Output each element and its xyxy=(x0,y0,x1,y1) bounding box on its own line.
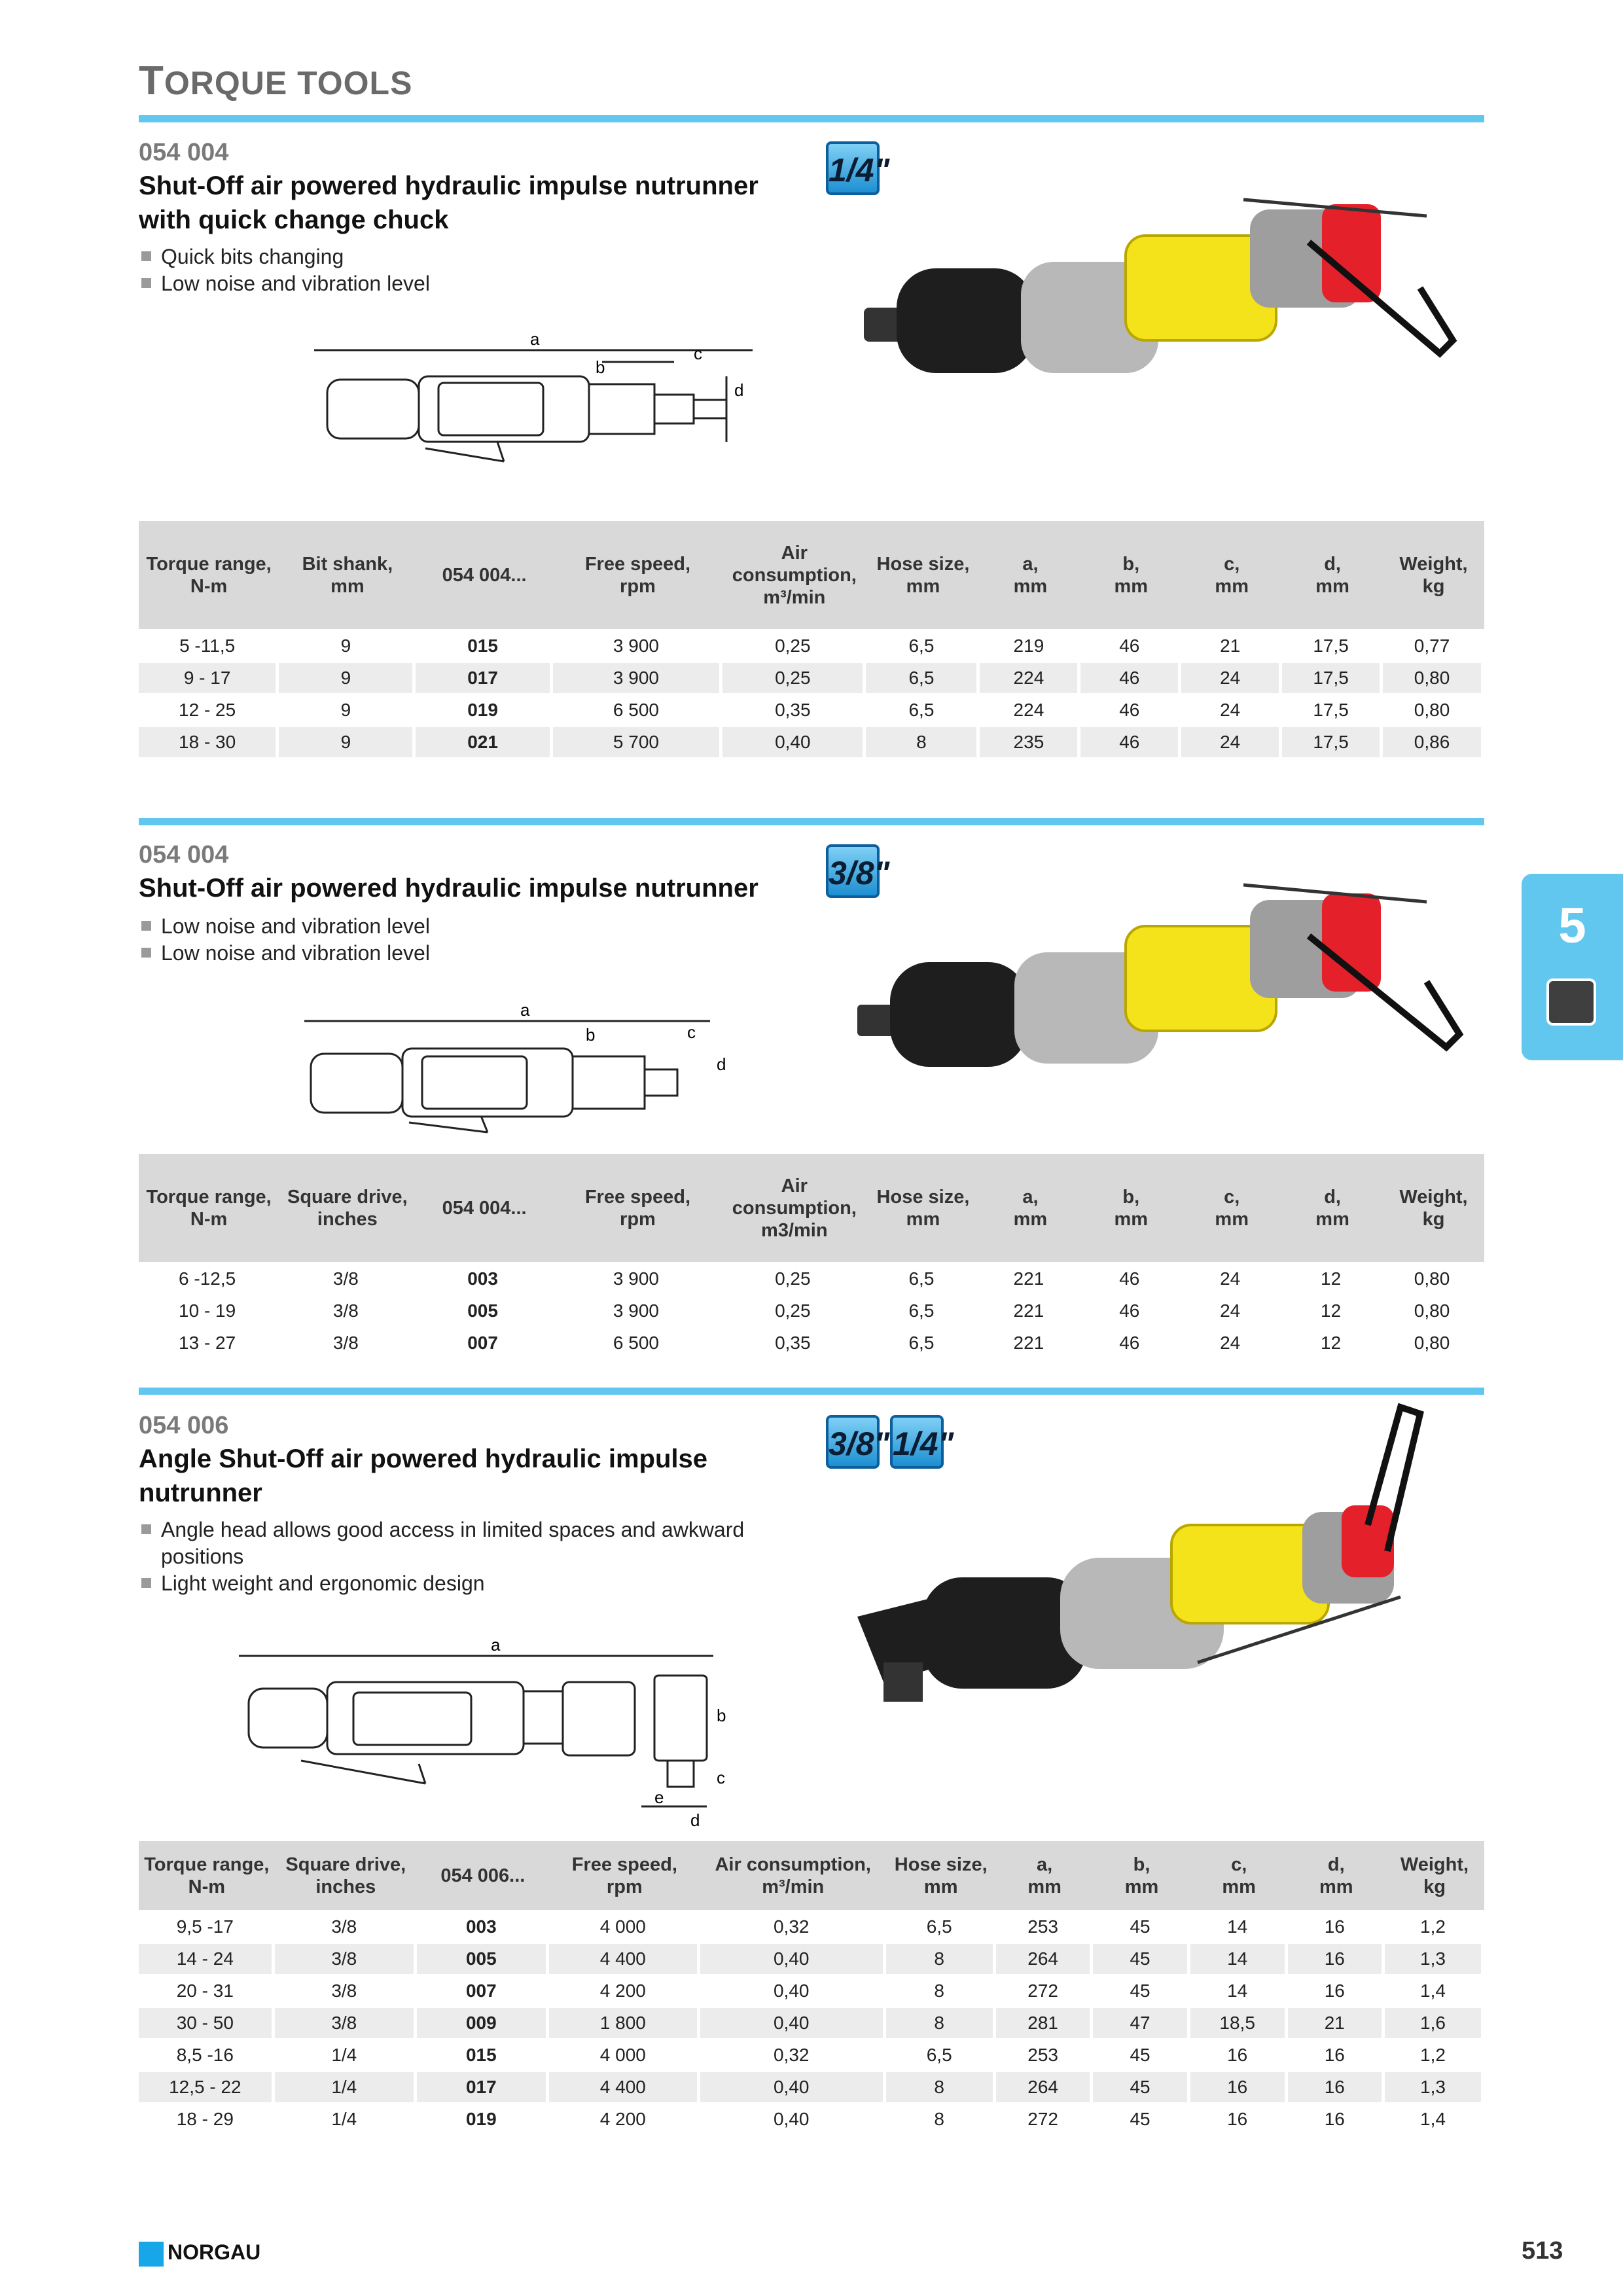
section-rule xyxy=(139,1388,1484,1395)
table-row: 10 - 19 3/8 005 3 900 0,25 6,5 221 46 24 12 0,80 xyxy=(139,1296,1484,1326)
col-header: c, mm xyxy=(1190,1841,1288,1910)
dim-label-b: b xyxy=(717,1706,726,1725)
spec-table xyxy=(139,1839,1484,2136)
col-header: Square drive, inches xyxy=(275,1841,417,1910)
col-header: c, mm xyxy=(1181,1154,1282,1262)
chapter-tab[interactable] xyxy=(1522,874,1623,1060)
col-header: Air consumption, m³/min xyxy=(700,1841,886,1910)
dim-label-c: c xyxy=(694,344,702,363)
col-header: Free speed, rpm xyxy=(553,1154,723,1262)
dimension-drawing xyxy=(236,1636,759,1833)
col-header: c, mm xyxy=(1181,521,1282,629)
feature-item: Low noise and vibration level xyxy=(139,270,826,297)
nutrunner-photo xyxy=(851,190,1492,399)
product-code: 054 006 xyxy=(139,1412,229,1439)
table-row: 18 - 30 9 021 5 700 0,40 8 235 46 24 17,5 0,86 xyxy=(139,727,1484,757)
col-header: 054 004... xyxy=(416,521,552,629)
col-header: a, mm xyxy=(980,1154,1080,1262)
col-header: Free speed, rpm xyxy=(553,521,723,629)
col-header: Weight, kg xyxy=(1383,521,1484,629)
page-title: TORQUE TOOLS xyxy=(139,58,413,103)
col-header: b, mm xyxy=(1080,1154,1181,1262)
brand-logo: NORGAU xyxy=(139,2240,260,2267)
feature-list xyxy=(139,243,826,297)
dim-label-b: b xyxy=(586,1025,596,1045)
dimension-drawing xyxy=(308,331,759,468)
col-header: Bit shank, mm xyxy=(279,521,416,629)
col-header: 054 004... xyxy=(416,1154,552,1262)
page-number: 513 xyxy=(1522,2237,1563,2265)
product-title: Shut-Off air powered hydraulic impulse nutrunner with quick change chuck xyxy=(139,171,758,234)
table-row: 18 - 29 1/4 019 4 200 0,40 8 272 45 16 16 1,4 xyxy=(139,2104,1484,2134)
col-header: b, mm xyxy=(1080,521,1181,629)
col-header: Torque range, N-m xyxy=(139,521,279,629)
col-header: d, mm xyxy=(1282,1154,1383,1262)
table-row: 14 - 24 3/8 005 4 400 0,40 8 264 45 14 16 1,3 xyxy=(139,1944,1484,1974)
col-header: Torque range, N-m xyxy=(139,1154,279,1262)
feature-item: Light weight and ergonomic design xyxy=(139,1570,826,1597)
feature-list xyxy=(139,1516,826,1597)
table-row: 5 -11,5 9 015 3 900 0,25 6,5 219 46 21 17,5 0,77 xyxy=(139,631,1484,661)
table-row: 6 -12,5 3/8 003 3 900 0,25 6,5 221 46 24 12 0,80 xyxy=(139,1264,1484,1294)
feature-list xyxy=(139,913,826,967)
dim-label-a: a xyxy=(530,329,540,349)
col-header: a, mm xyxy=(996,1841,1093,1910)
col-header: Air consumption, m³/min xyxy=(722,521,866,629)
chapter-number: 5 xyxy=(1558,898,1586,954)
feature-item: Low noise and vibration level xyxy=(139,940,826,967)
product-code: 054 004 xyxy=(139,841,229,869)
col-header: Square drive, inches xyxy=(279,1154,416,1262)
angle-nutrunner-photo xyxy=(844,1401,1486,1767)
torque-tool-icon xyxy=(1546,978,1596,1026)
table-row: 12,5 - 22 1/4 017 4 400 0,40 8 264 45 16 16 1,3 xyxy=(139,2072,1484,2102)
table-row: 9,5 -17 3/8 003 4 000 0,32 6,5 253 45 14 16 1,2 xyxy=(139,1912,1484,1942)
col-header: Free speed, rpm xyxy=(549,1841,700,1910)
drive-size-badge: 3/8" xyxy=(826,1415,880,1469)
section-rule xyxy=(139,818,1484,825)
dim-label-a: a xyxy=(491,1635,501,1655)
col-header: Hose size, mm xyxy=(866,1154,980,1262)
table-row: 8,5 -16 1/4 015 4 000 0,32 6,5 253 45 16 16 1,2 xyxy=(139,2040,1484,2070)
col-header: b, mm xyxy=(1093,1841,1190,1910)
col-header: Air consumption, m3/min xyxy=(722,1154,866,1262)
dim-label-c: c xyxy=(687,1022,696,1042)
col-header: d, mm xyxy=(1282,521,1383,629)
table-row: 13 - 27 3/8 007 6 500 0,35 6,5 221 46 24 12 0,80 xyxy=(139,1328,1484,1358)
drive-size-badge: 3/8" xyxy=(826,844,880,898)
dim-label-a: a xyxy=(520,1000,530,1020)
col-header: Weight, kg xyxy=(1385,1841,1484,1910)
drive-size-badge: 1/4" xyxy=(890,1415,944,1469)
feature-item: Low noise and vibration level xyxy=(139,913,826,940)
col-header: Torque range, N-m xyxy=(139,1841,275,1910)
feature-item: Angle head allows good access in limited spaces and awkward positions xyxy=(139,1516,826,1570)
header-rule xyxy=(139,115,1484,122)
brand-square-icon xyxy=(139,2242,164,2267)
dim-label-d: d xyxy=(717,1054,726,1074)
drive-size-badge: 1/4" xyxy=(826,141,880,195)
product-title: Angle Shut-Off air powered hydraulic impulse nutrunner xyxy=(139,1444,708,1507)
spec-table xyxy=(139,1152,1484,1360)
dim-label-e: e xyxy=(654,1787,664,1807)
product-code: 054 004 xyxy=(139,139,229,166)
dim-label-d: d xyxy=(690,1810,700,1830)
table-row: 9 - 17 9 017 3 900 0,25 6,5 224 46 24 17,5 0,80 xyxy=(139,663,1484,693)
feature-item: Quick bits changing xyxy=(139,243,826,270)
col-header: a, mm xyxy=(980,521,1080,629)
nutrunner-photo xyxy=(851,877,1492,1086)
col-header: Weight, kg xyxy=(1383,1154,1484,1262)
col-header: d, mm xyxy=(1288,1841,1385,1910)
dim-label-d: d xyxy=(734,380,744,400)
col-header: Hose size, mm xyxy=(886,1841,996,1910)
product-title: Shut-Off air powered hydraulic impulse nutrunner xyxy=(139,874,758,903)
table-row: 30 - 50 3/8 009 1 800 0,40 8 281 47 18,5 21 1,6 xyxy=(139,2008,1484,2038)
dim-label-b: b xyxy=(596,357,605,377)
spec-table xyxy=(139,519,1484,759)
table-row: 12 - 25 9 019 6 500 0,35 6,5 224 46 24 17,5 0,80 xyxy=(139,695,1484,725)
col-header: 054 006... xyxy=(417,1841,549,1910)
dimension-drawing xyxy=(298,1001,756,1139)
dim-label-c: c xyxy=(717,1768,725,1787)
table-row: 20 - 31 3/8 007 4 200 0,40 8 272 45 14 16 1,4 xyxy=(139,1976,1484,2006)
col-header: Hose size, mm xyxy=(866,521,980,629)
